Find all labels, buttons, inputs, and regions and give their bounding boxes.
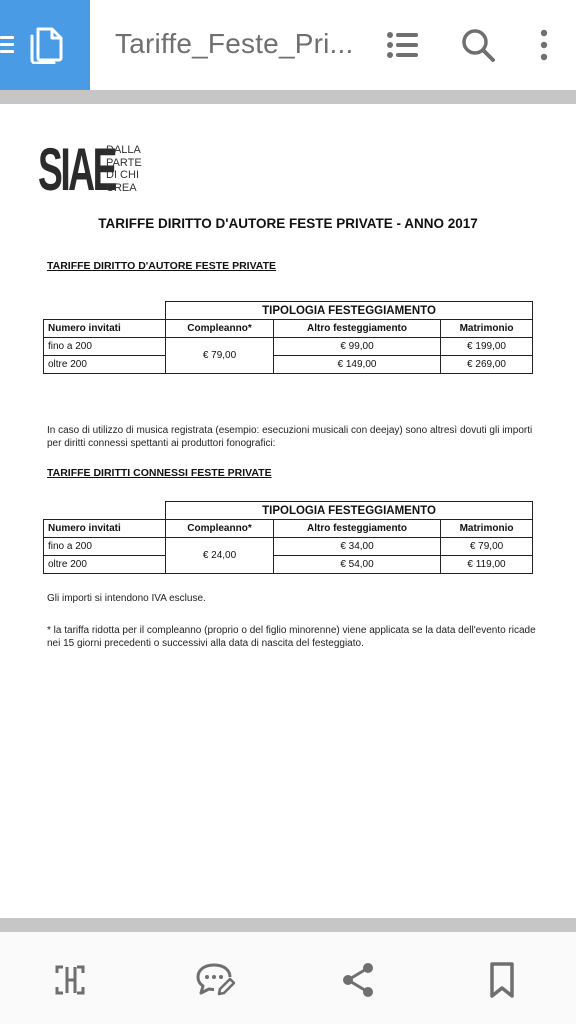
document-icon bbox=[28, 26, 64, 64]
cell-compleanno: € 79,00 bbox=[166, 338, 274, 374]
top-divider bbox=[0, 90, 576, 104]
table-group-header: TIPOLOGIA FESTEGGIAMENTO bbox=[166, 502, 533, 520]
cell-matrimonio: € 119,00 bbox=[441, 556, 533, 574]
list-icon[interactable] bbox=[385, 26, 421, 64]
cell-compleanno: € 24,00 bbox=[166, 538, 274, 574]
column-header: Compleanno* bbox=[166, 320, 274, 338]
row-label: fino a 200 bbox=[44, 538, 166, 556]
tariff-table-related-rights bbox=[43, 501, 533, 574]
table-row bbox=[44, 338, 533, 356]
paragraph-vat-note: Gli importi si intendono IVA escluse. bbox=[47, 593, 206, 604]
hamburger-icon[interactable] bbox=[0, 36, 14, 54]
cell-altro: € 54,00 bbox=[274, 556, 441, 574]
share-icon[interactable] bbox=[338, 960, 378, 1000]
cell-matrimonio: € 79,00 bbox=[441, 538, 533, 556]
tariff-table-author-rights bbox=[43, 301, 533, 374]
more-vert-icon[interactable] bbox=[526, 26, 562, 64]
comment-edit-icon[interactable] bbox=[195, 960, 235, 1000]
document-title: Tariffe_Feste_Pri... bbox=[115, 28, 354, 59]
logo-brand: SIAE bbox=[38, 136, 115, 203]
column-header: Numero invitati bbox=[44, 320, 166, 338]
bookmark-icon[interactable] bbox=[482, 960, 522, 1000]
cell-matrimonio: € 199,00 bbox=[441, 338, 533, 356]
row-label: fino a 200 bbox=[44, 338, 166, 356]
logo-tagline: DALLA PARTE DI CHI CREA bbox=[106, 144, 142, 194]
row-label: oltre 200 bbox=[44, 356, 166, 374]
column-header: Altro festeggiamento bbox=[274, 520, 441, 538]
page-title: TARIFFE DIRITTO D'AUTORE FESTE PRIVATE - ANNO 2017 bbox=[98, 216, 478, 231]
column-header: Altro festeggiamento bbox=[274, 320, 441, 338]
column-header: Matrimonio bbox=[441, 320, 533, 338]
cell-altro: € 149,00 bbox=[274, 356, 441, 374]
app-bar bbox=[0, 0, 576, 90]
row-label: oltre 200 bbox=[44, 556, 166, 574]
cell-altro: € 34,00 bbox=[274, 538, 441, 556]
section-heading-related-rights: TARIFFE DIRITTI CONNESSI FESTE PRIVATE bbox=[47, 467, 272, 479]
paragraph-recorded-music: In caso di utilizzo di musica registrata (esempio: esecuzioni musicali con deejay) sono altresì dovuti gli importi per diritti connessi spettanti ai produttori fonografici: bbox=[47, 425, 533, 449]
cell-matrimonio: € 269,00 bbox=[441, 356, 533, 374]
table-group-header: TIPOLOGIA FESTEGGIAMENTO bbox=[166, 302, 533, 320]
bottom-divider bbox=[0, 918, 576, 932]
cell-altro: € 99,00 bbox=[274, 338, 441, 356]
column-header: Matrimonio bbox=[441, 520, 533, 538]
column-header: Numero invitati bbox=[44, 520, 166, 538]
scan-icon[interactable] bbox=[50, 960, 90, 1000]
table-row bbox=[44, 538, 533, 556]
table-row bbox=[44, 356, 533, 374]
table-row bbox=[44, 556, 533, 574]
menu-button[interactable] bbox=[0, 0, 90, 90]
document-page[interactable] bbox=[0, 104, 576, 918]
bottom-toolbar bbox=[0, 932, 576, 1024]
search-icon[interactable] bbox=[460, 26, 496, 64]
paragraph-footnote: * la tariffa ridotta per il compleanno (proprio o del figlio minorenne) viene applicata se la data dell'evento ricade nei 15 giorni precedenti o successivi alla data di nascita del festeggiato. bbox=[47, 625, 536, 649]
section-heading-author-rights: TARIFFE DIRITTO D'AUTORE FESTE PRIVATE bbox=[47, 260, 277, 272]
siae-logo bbox=[38, 136, 142, 203]
column-header: Compleanno* bbox=[166, 520, 274, 538]
